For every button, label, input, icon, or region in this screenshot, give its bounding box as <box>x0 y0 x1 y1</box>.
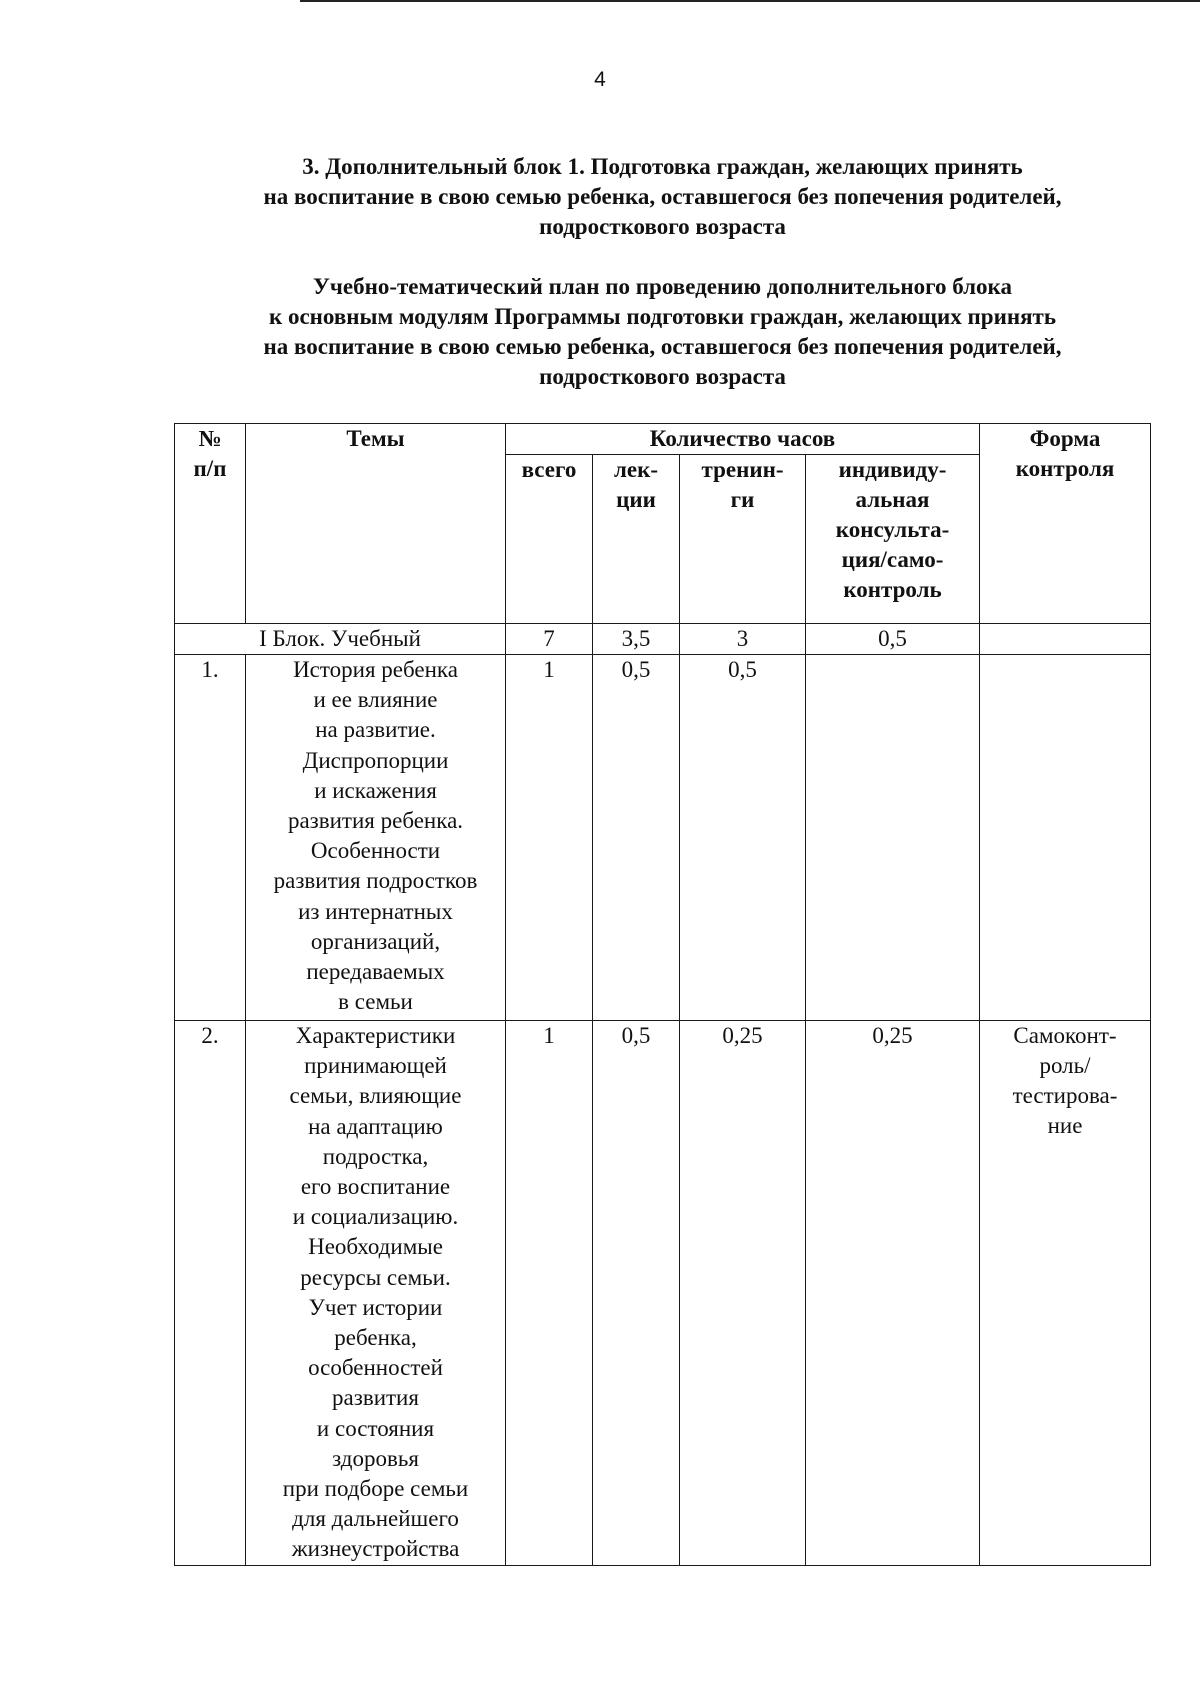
section-title-line: подросткового возраста <box>539 214 786 239</box>
row-control <box>980 655 1151 1021</box>
header-topics: Темы <box>246 424 506 624</box>
row-control: Самоконт- роль/ тестирова- ние <box>980 1021 1151 1566</box>
block-trainings: 3 <box>680 624 806 655</box>
page-number: 4 <box>594 68 606 91</box>
plan-title-line: на воспитание в свою семью ребенка, оставшегося без попечения родителей, <box>263 334 1062 359</box>
row-topic: Характеристики принимающей семьи, влияющие на адаптацию подростка, его воспитание и социализацию. Необходимые ресурсы семьи. Учет истории ребенка, особенностей развития и состояния здоровья при подборе семьи для дальнейшего жизнеустройства <box>246 1021 506 1566</box>
section-title-line: на воспитание в свою семью ребенка, оставшегося без попечения родителей, <box>263 184 1062 209</box>
header-number: № п/п <box>175 424 246 624</box>
row-topic: История ребенка и ее влияние на развитие. Диспропорции и искажения развития ребенка. Особенности развития подростков из интернатных организаций, передаваемых в семьи <box>246 655 506 1021</box>
block-total: 7 <box>506 624 593 655</box>
plan-title-line: подросткового возраста <box>539 364 786 389</box>
section-title <box>0 152 1200 242</box>
plan-title <box>0 272 1200 392</box>
table-row <box>175 655 1151 1021</box>
header-lectures: лек- ции <box>593 455 680 624</box>
header-control-form: Форма контроля <box>980 424 1151 624</box>
row-number: 2. <box>175 1021 246 1566</box>
block-individual: 0,5 <box>806 624 980 655</box>
study-plan-table <box>174 423 1151 1566</box>
table-row-block <box>175 624 1151 655</box>
top-scan-border <box>300 0 1200 2</box>
row-number: 1. <box>175 655 246 1021</box>
header-row <box>175 424 1151 455</box>
row-total: 1 <box>506 1021 593 1566</box>
header-hours: Количество часов <box>506 424 980 455</box>
row-lectures: 0,5 <box>593 1021 680 1566</box>
header-total: всего <box>506 455 593 624</box>
section-title-line: 3. Дополнительный блок 1. Подготовка граждан, желающих принять <box>302 154 1023 179</box>
block-control <box>980 624 1151 655</box>
row-individual <box>806 655 980 1021</box>
header-trainings: тренин- ги <box>680 455 806 624</box>
row-lectures: 0,5 <box>593 655 680 1021</box>
header-individual: индивиду- альная консульта- ция/само- контроль <box>806 455 980 624</box>
row-trainings: 0,25 <box>680 1021 806 1566</box>
row-total: 1 <box>506 655 593 1021</box>
row-individual: 0,25 <box>806 1021 980 1566</box>
block-lectures: 3,5 <box>593 624 680 655</box>
table-row <box>175 1021 1151 1566</box>
block-label: I Блок. Учебный <box>175 624 506 655</box>
row-trainings: 0,5 <box>680 655 806 1021</box>
plan-title-line: Учебно-тематический план по проведению дополнительного блока <box>313 274 1012 299</box>
plan-title-line: к основным модулям Программы подготовки граждан, желающих принять <box>268 304 1057 329</box>
